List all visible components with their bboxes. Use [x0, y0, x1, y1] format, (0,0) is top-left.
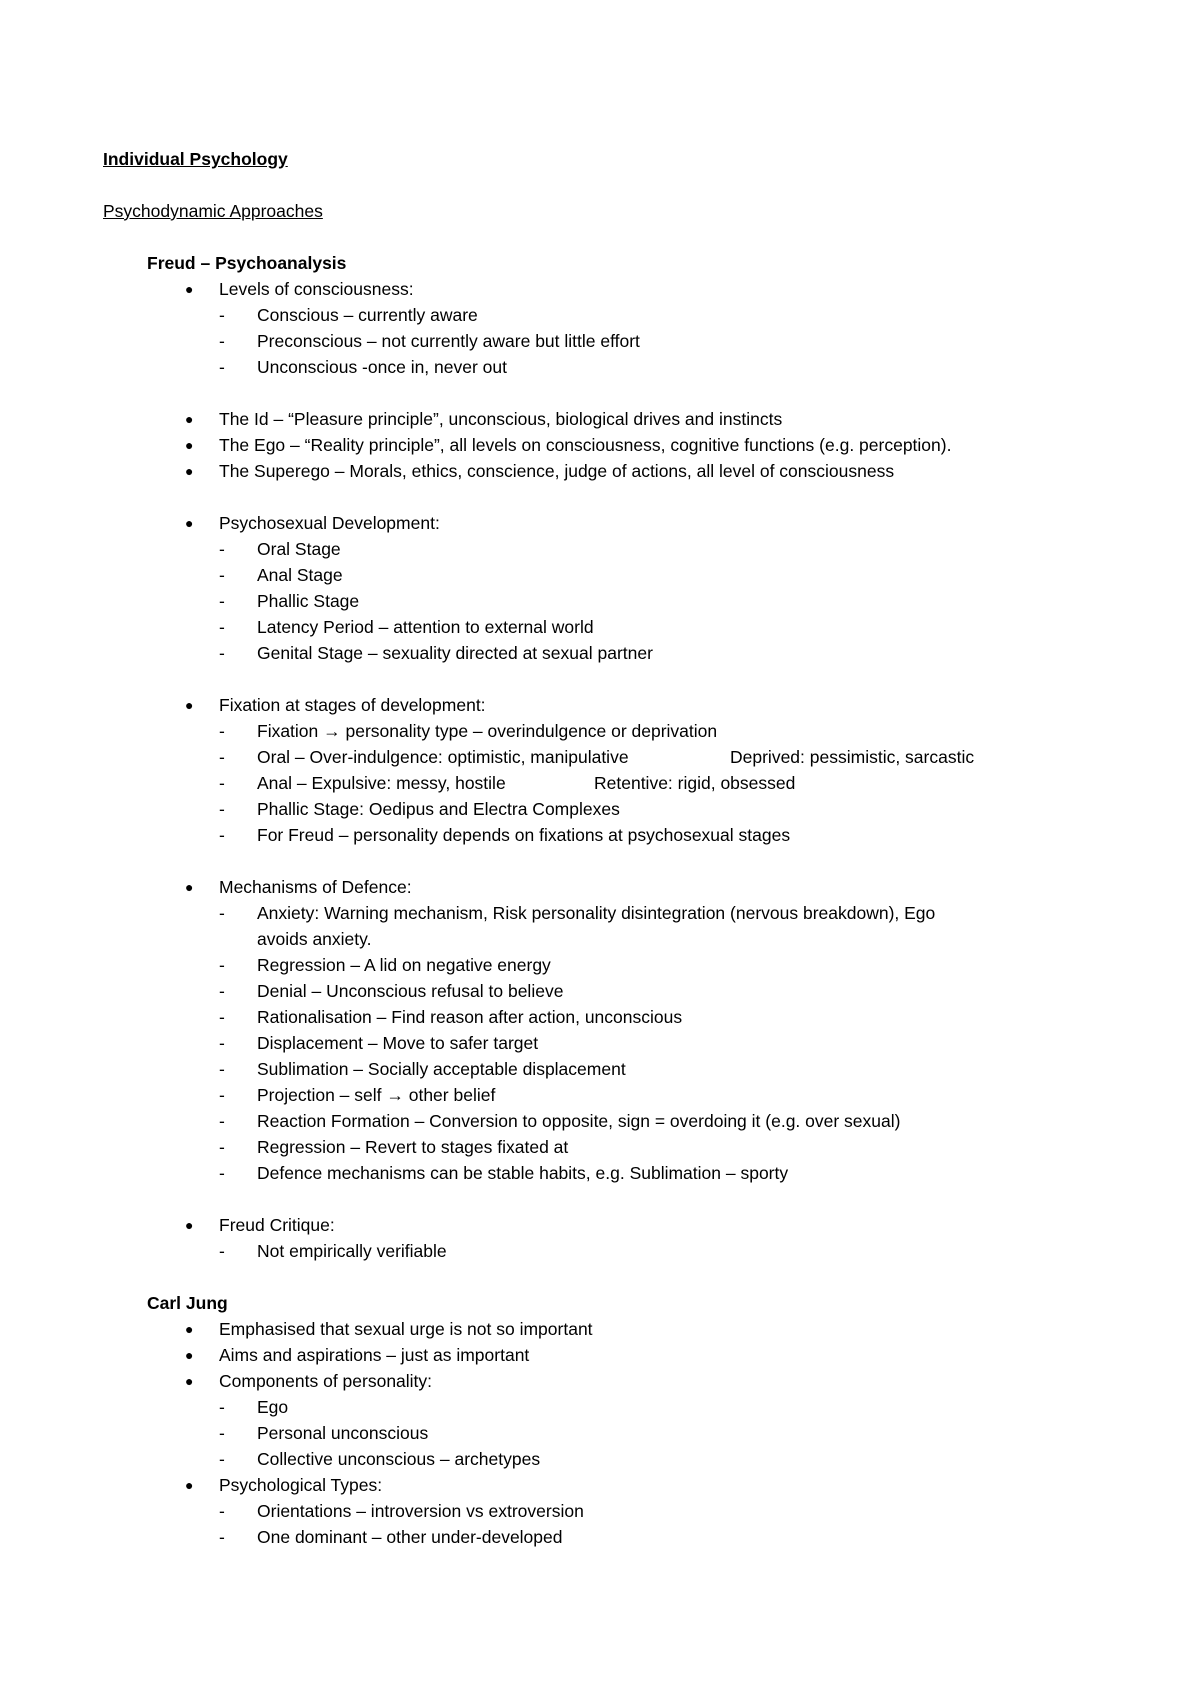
- dash-text: Unconscious -once in, never out: [257, 357, 507, 377]
- bullet-text: Fixation at stages of development:: [219, 695, 486, 715]
- dash-item: [103, 614, 1103, 640]
- document-body: [103, 146, 1103, 1550]
- dash-icon: -: [219, 903, 225, 923]
- dash-icon: -: [219, 1059, 225, 1079]
- dash-icon: -: [219, 1033, 225, 1053]
- dash-icon: -: [219, 1527, 225, 1547]
- dash-item: [103, 1420, 1103, 1446]
- dash-text: Reaction Formation – Conversion to opposite, sign = overdoing it (e.g. over sexual): [257, 1111, 901, 1131]
- dash-item: [103, 562, 1103, 588]
- dash-icon: -: [219, 1007, 225, 1027]
- dash-item: [103, 952, 1103, 978]
- dash-item: [103, 354, 1103, 380]
- bullet-item: [103, 1316, 1103, 1342]
- dash-icon: -: [219, 1111, 225, 1131]
- bullet-text: Levels of consciousness:: [219, 279, 414, 299]
- bullet-item: [103, 432, 1103, 458]
- bullet-item: [103, 458, 1103, 484]
- dash-item: [103, 640, 1103, 666]
- dash-item: [103, 718, 1103, 744]
- dash-item: [103, 1056, 1103, 1082]
- dash-text: Latency Period – attention to external world: [257, 617, 594, 637]
- dash-item: [103, 1498, 1103, 1524]
- dash-item: [103, 900, 1103, 926]
- dash-text: Displacement – Move to safer target: [257, 1033, 539, 1053]
- bullet-item: [103, 406, 1103, 432]
- bullet-icon: ●: [185, 1217, 194, 1233]
- bullet-text: Psychological Types:: [219, 1475, 383, 1495]
- dash-item: [103, 1082, 1103, 1108]
- dash-item: [103, 1160, 1103, 1186]
- dash-item: [103, 1134, 1103, 1160]
- dash-text: Anal – Expulsive: messy, hostile: [257, 773, 506, 793]
- dash-text: Oral – Over-indulgence: optimistic, manipulative: [257, 747, 629, 767]
- dash-item: [103, 1004, 1103, 1030]
- dash-icon: -: [219, 591, 225, 611]
- dash-text-column-2: Retentive: rigid, obsessed: [594, 773, 796, 793]
- dash-icon: -: [219, 1241, 225, 1261]
- dash-icon: -: [219, 357, 225, 377]
- dash-icon: -: [219, 955, 225, 975]
- dash-text: Personal unconscious: [257, 1423, 429, 1443]
- dash-icon: -: [219, 1397, 225, 1417]
- dash-item-continuation: avoids anxiety.: [257, 929, 372, 949]
- bullet-icon: ●: [185, 1373, 194, 1389]
- dash-text: Projection – self → other belief: [257, 1085, 496, 1105]
- bullet-item: [103, 874, 1103, 900]
- dash-text: Sublimation – Socially acceptable displacement: [257, 1059, 626, 1079]
- bullet-icon: ●: [185, 515, 194, 531]
- bullet-icon: ●: [185, 879, 194, 895]
- dash-icon: -: [219, 305, 225, 325]
- dash-text: Phallic Stage: [257, 591, 360, 611]
- dash-text: Oral Stage: [257, 539, 341, 559]
- dash-item: [103, 770, 1103, 796]
- bullet-item: [103, 1368, 1103, 1394]
- bullet-text: The Id – “Pleasure principle”, unconscious, biological drives and instincts: [219, 409, 783, 429]
- bullet-text: The Superego – Morals, ethics, conscience, judge of actions, all level of consciousness: [219, 461, 895, 481]
- dash-text: Defence mechanisms can be stable habits, e.g. Sublimation – sporty: [257, 1163, 789, 1183]
- dash-text: Orientations – introversion vs extroversion: [257, 1501, 584, 1521]
- dash-item: [103, 744, 1103, 770]
- section-heading-jung: Carl Jung: [147, 1293, 228, 1313]
- section-heading-freud: Freud – Psychoanalysis: [147, 253, 347, 273]
- dash-text: Not empirically verifiable: [257, 1241, 447, 1261]
- dash-icon: -: [219, 331, 225, 351]
- bullet-icon: ●: [185, 1321, 194, 1337]
- dash-item: [103, 796, 1103, 822]
- bullet-text: Freud Critique:: [219, 1215, 335, 1235]
- dash-item: [103, 978, 1103, 1004]
- dash-item: [103, 822, 1103, 848]
- bullet-text: The Ego – “Reality principle”, all levels on consciousness, cognitive functions (e.g. perception).: [219, 435, 952, 455]
- dash-text: Genital Stage – sexuality directed at sexual partner: [257, 643, 653, 663]
- dash-text: Conscious – currently aware: [257, 305, 478, 325]
- dash-text: One dominant – other under-developed: [257, 1527, 563, 1547]
- bullet-text: Psychosexual Development:: [219, 513, 440, 533]
- dash-icon: -: [219, 565, 225, 585]
- dash-item: [103, 302, 1103, 328]
- dash-item: [103, 1394, 1103, 1420]
- bullet-text: Components of personality:: [219, 1371, 433, 1391]
- document-subtitle: Psychodynamic Approaches: [103, 201, 323, 221]
- dash-item: [103, 1030, 1103, 1056]
- bullet-icon: ●: [185, 437, 194, 453]
- dash-text: Collective unconscious – archetypes: [257, 1449, 541, 1469]
- dash-icon: -: [219, 617, 225, 637]
- dash-item: [103, 588, 1103, 614]
- dash-icon: -: [219, 981, 225, 1001]
- bullet-icon: ●: [185, 1477, 194, 1493]
- dash-item: [103, 536, 1103, 562]
- bullet-icon: ●: [185, 1347, 194, 1363]
- bullet-text: Mechanisms of Defence:: [219, 877, 412, 897]
- bullet-text: Aims and aspirations – just as important: [219, 1345, 530, 1365]
- dash-icon: -: [219, 825, 225, 845]
- dash-text: Fixation → personality type – overindulgence or deprivation: [257, 721, 718, 741]
- dash-icon: -: [219, 799, 225, 819]
- dash-icon: -: [219, 747, 225, 767]
- bullet-icon: ●: [185, 281, 194, 297]
- dash-text: Denial – Unconscious refusal to believe: [257, 981, 564, 1001]
- dash-text: Regression – Revert to stages fixated at: [257, 1137, 569, 1157]
- dash-text: Ego: [257, 1397, 289, 1417]
- dash-item: [103, 1446, 1103, 1472]
- bullet-icon: ●: [185, 463, 194, 479]
- dash-icon: -: [219, 1085, 225, 1105]
- dash-icon: -: [219, 643, 225, 663]
- bullet-item: [103, 276, 1103, 302]
- dash-icon: -: [219, 1423, 225, 1443]
- dash-item: [103, 1108, 1103, 1134]
- dash-icon: -: [219, 773, 225, 793]
- dash-text: Regression – A lid on negative energy: [257, 955, 551, 975]
- dash-item: [103, 1524, 1103, 1550]
- bullet-item: [103, 1342, 1103, 1368]
- bullet-item: [103, 510, 1103, 536]
- dash-icon: -: [219, 1163, 225, 1183]
- dash-item: [103, 1238, 1103, 1264]
- document-title: Individual Psychology: [103, 149, 288, 169]
- dash-text: Anal Stage: [257, 565, 343, 585]
- dash-text: Anxiety: Warning mechanism, Risk personality disintegration (nervous breakdown), Ego: [257, 903, 936, 923]
- dash-text: Preconscious – not currently aware but little effort: [257, 331, 640, 351]
- bullet-item: [103, 1472, 1103, 1498]
- dash-text-column-2: Deprived: pessimistic, sarcastic: [730, 747, 975, 767]
- bullet-text: Emphasised that sexual urge is not so important: [219, 1319, 593, 1339]
- dash-text: Phallic Stage: Oedipus and Electra Complexes: [257, 799, 620, 819]
- dash-icon: -: [219, 721, 225, 741]
- bullet-icon: ●: [185, 411, 194, 427]
- dash-item: [103, 328, 1103, 354]
- dash-icon: -: [219, 539, 225, 559]
- bullet-item: [103, 692, 1103, 718]
- dash-text: Rationalisation – Find reason after action, unconscious: [257, 1007, 683, 1027]
- bullet-icon: ●: [185, 697, 194, 713]
- dash-icon: -: [219, 1449, 225, 1469]
- dash-icon: -: [219, 1137, 225, 1157]
- bullet-item: [103, 1212, 1103, 1238]
- dash-icon: -: [219, 1501, 225, 1521]
- dash-text: For Freud – personality depends on fixations at psychosexual stages: [257, 825, 791, 845]
